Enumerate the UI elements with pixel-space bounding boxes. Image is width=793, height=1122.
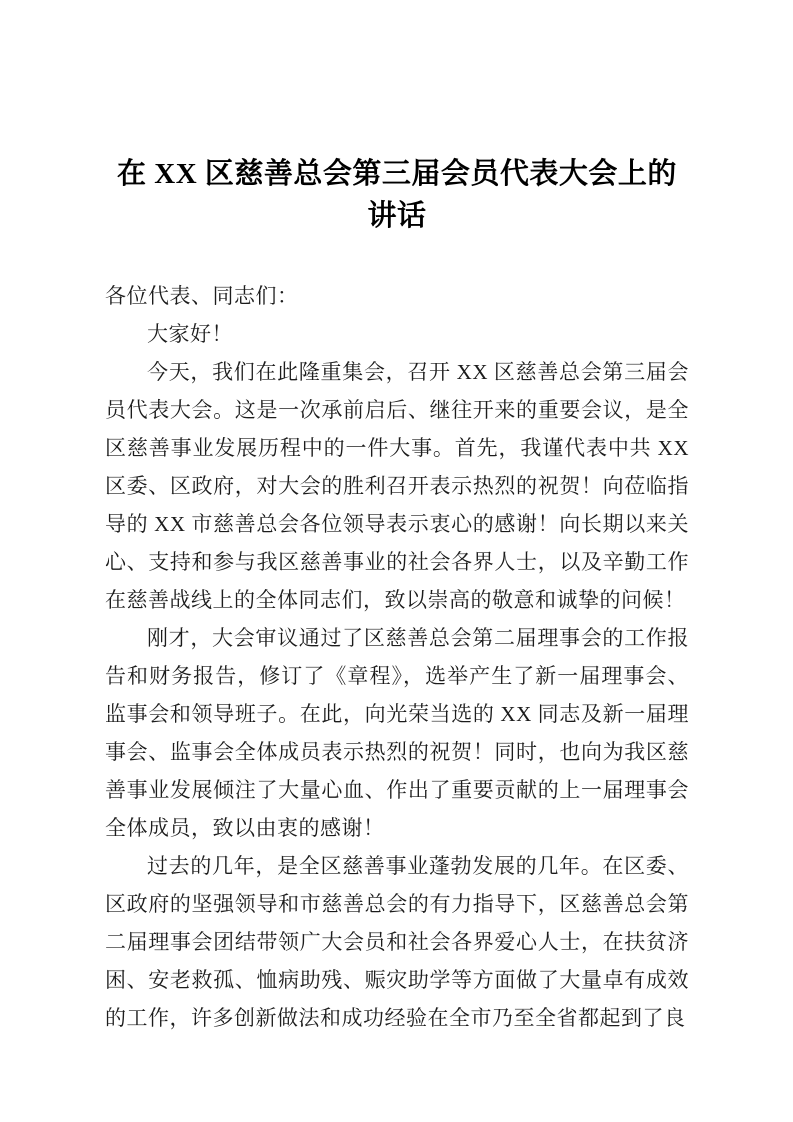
document-title: 在 XX 区慈善总会第三届会员代表大会上的讲话: [117, 158, 677, 232]
paragraph: 大家好！: [147, 322, 233, 346]
document-body: [105, 277, 689, 1037]
paragraph: 刚才，大会审议通过了区慈善总会第二届理事会的工作报告和财务报告，修订了《章程》，选举产生了新一届理事会、监事会和领导班子。在此，向光荣当选的 XX 同志及新一届理事会、监事会全体成员表示热烈的祝贺！同时，也向为我区慈善事业发展倾注了大量心血、作出了重要贡献的上一届理事会全体成员，致以由衷的感谢！: [105, 626, 689, 840]
paragraph: 今天，我们在此隆重集会，召开 XX 区慈善总会第三届会员代表大会。这是一次承前启后、继往开来的重要会议，是全区慈善事业发展历程中的一件大事。首先，我谨代表中共 XX 区委、区政府，对大会的胜利召开表示热烈的祝贺！向莅临指导的 XX 市慈善总会各位领导表示衷心的感谢！向长期以来关心、支持和参与我区慈善事业的社会各界人士，以及辛勤工作在慈善战线上的全体同志们，致以崇高的敬意和诚挚的问候！: [105, 360, 689, 612]
paragraph: 过去的几年，是全区慈善事业蓬勃发展的几年。在区委、区政府的坚强领导和市慈善总会的有力指导下，区慈善总会第二届理事会团结带领广大会员和社会各界爱心人士，在扶贫济困、安老救孤、恤病助残、赈灾助学等方面做了大量卓有成效的工作，许多创新做法和成功经验在全市乃至全省都起到了良: [105, 854, 689, 1030]
paragraph: 各位代表、同志们：: [105, 284, 299, 308]
